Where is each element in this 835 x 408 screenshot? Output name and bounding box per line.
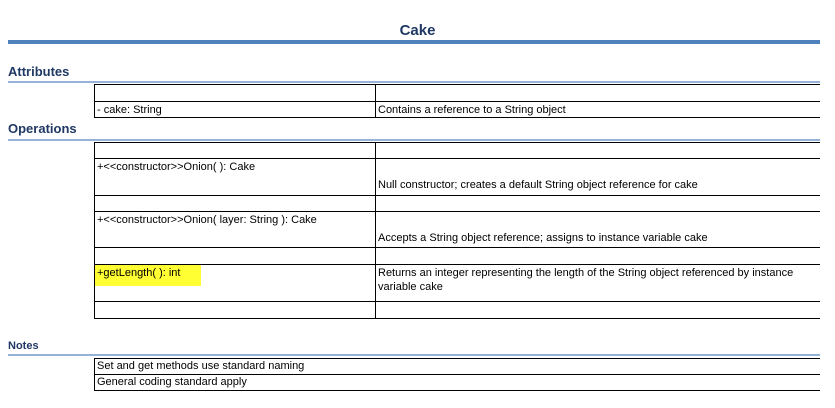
operations-row-divider [94,264,820,265]
attributes-row-divider [94,101,820,102]
operations-table-bottom-border [94,318,820,319]
operations-row-divider [94,247,820,248]
attributes-table-top-border [94,84,820,85]
operations-divider [8,139,820,141]
attribute-description: Contains a reference to a String object [378,104,566,116]
notes-table-left-border [94,358,95,391]
operation-signature: +<<constructor>>Onion( ): Cake [97,161,256,173]
notes-heading: Notes [8,340,39,352]
operation-description: Null constructor; creates a default String object reference for cake [378,179,698,191]
operations-row-divider [94,301,820,302]
class-name-title: Cake [399,22,436,39]
operations-heading: Operations [8,121,77,136]
notes-divider [8,354,820,356]
operations-row-divider [94,211,820,212]
note-item: General coding standard apply [97,376,247,388]
operation-description: Returns an integer representing the length of the String object referenced by instance variable cake [378,267,794,293]
attributes-table-bottom-border [94,117,820,118]
operations-row-divider [94,195,820,196]
note-item: Set and get methods use standard naming [97,360,305,372]
operation-description: Accepts a String object reference; assigns to instance variable cake [378,232,708,244]
attributes-divider [8,81,820,83]
attributes-heading: Attributes [8,64,70,79]
attribute-signature: - cake: String [97,104,162,116]
operation-signature: +<<constructor>>Onion( layer: String ): Cake [97,214,317,226]
operations-table-left-border [94,142,95,319]
operations-row-divider [94,158,820,159]
attributes-table-left-border [94,84,95,118]
operations-table-top-border [94,142,820,143]
notes-table-bottom-border [94,390,820,391]
operations-table-column-divider [375,142,376,319]
attributes-table-column-divider [375,84,376,118]
operation-signature-highlighted: +getLength( ): int [95,265,201,286]
title-divider [8,40,820,44]
